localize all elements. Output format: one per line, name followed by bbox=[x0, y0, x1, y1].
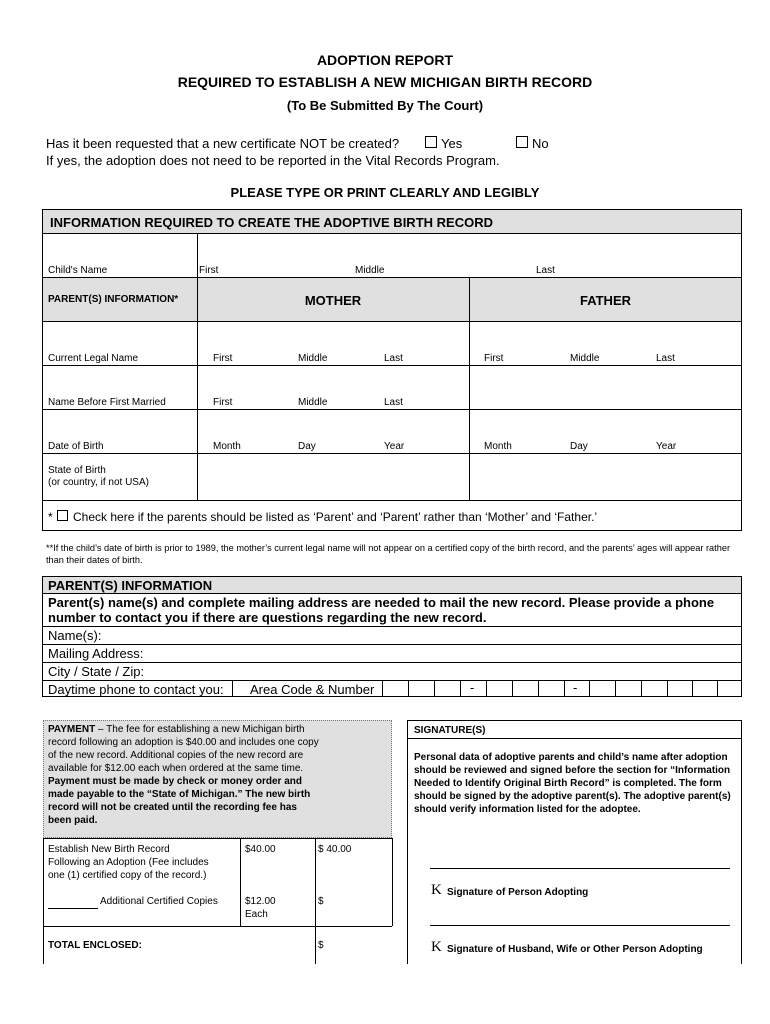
signature-line-1[interactable] bbox=[430, 868, 730, 869]
form-subtitle: REQUIRED TO ESTABLISH A NEW MICHIGAN BIRTH RECORD bbox=[177, 74, 593, 90]
payment-notice: Payment must be made by check or money order and made payable to the “State of Michigan.” The new birth record will not be created until the recording fee has been paid. bbox=[48, 776, 311, 826]
price-40: $40.00 bbox=[245, 844, 276, 855]
maiden-first-label: First bbox=[213, 397, 233, 408]
parent-parent-checkbox[interactable] bbox=[57, 510, 68, 521]
child-first-label: First bbox=[199, 265, 219, 276]
childs-name-label: Child's Name bbox=[48, 265, 108, 276]
establish-line-1: Establish New Birth Record bbox=[48, 844, 170, 855]
mother-first-label: First bbox=[213, 353, 233, 364]
father-middle-label: Middle bbox=[570, 353, 600, 364]
form-title: ADOPTION REPORT bbox=[316, 52, 454, 68]
country-note: (or country, if not USA) bbox=[48, 477, 149, 488]
signatures-heading: SIGNATURE(S) bbox=[414, 725, 486, 736]
mother-middle-label: Middle bbox=[298, 353, 328, 364]
yes-checkbox[interactable] bbox=[425, 136, 437, 148]
phone-dash-1: - bbox=[470, 680, 475, 695]
current-legal-name-label: Current Legal Name bbox=[48, 353, 139, 364]
payment-text bbox=[48, 723, 323, 827]
father-first-label: First bbox=[484, 353, 504, 364]
payment-label: PAYMENT bbox=[48, 724, 96, 735]
additional-copies-label: Additional Certified Copies bbox=[100, 896, 218, 907]
parent-check-text: Check here if the parents should be listed as ‘Parent’ and ‘Parent’ rather than ‘Mother’ and ‘Father.’ bbox=[73, 510, 598, 524]
parents-info-label: PARENT(S) INFORMATION* bbox=[48, 294, 179, 305]
names-label: Name(s): bbox=[48, 628, 102, 643]
maiden-last-label: Last bbox=[384, 397, 403, 408]
total-enclosed-label: TOTAL ENCLOSED: bbox=[48, 940, 142, 951]
state-of-birth-label: State of Birth bbox=[48, 465, 106, 476]
parents-instructions: Parent(s) name(s) and complete mailing address are needed to mail the new record. Please provide a phone number to contact you if there are questions regarding the new record. bbox=[48, 595, 715, 625]
signature-spouse: Signature of Husband, Wife or Other Person Adopting bbox=[447, 944, 703, 955]
maiden-middle-label: Middle bbox=[298, 397, 328, 408]
phone-label: Daytime phone to contact you: bbox=[48, 682, 224, 697]
mother-label: MOTHER bbox=[304, 293, 362, 308]
signature-line-2[interactable] bbox=[430, 925, 730, 926]
signatures-text: Personal data of adoptive parents and child’s name after adoption should be reviewed and signed before the section for “Information Needed to Identify Original Birth Record” is completed. The form should be signed by the adoptive parent(s). The adoptive parent(s) should verify information listed for the adoptee. bbox=[414, 752, 731, 815]
each-label: Each bbox=[245, 909, 268, 920]
question-note: If yes, the adoption does not need to be reported in the Vital Records Program. bbox=[46, 153, 500, 168]
father-day-label: Day bbox=[570, 441, 588, 452]
yes-label: Yes bbox=[441, 136, 463, 151]
mother-year-label: Year bbox=[384, 441, 405, 452]
total-40: $ 40.00 bbox=[318, 844, 352, 855]
footnote: **If the child’s date of birth is prior to 1989, the mother’s current legal name will not appear on a certified copy of the birth record, and the parents’ ages will appear rather than their dates of birth. bbox=[46, 543, 731, 565]
no-label: No bbox=[532, 136, 549, 151]
signature-person-adopting: Signature of Person Adopting bbox=[447, 887, 589, 898]
mailing-address-label: Mailing Address: bbox=[48, 646, 144, 661]
asterisk: * bbox=[48, 510, 53, 524]
copies-total-dollar: $ bbox=[318, 896, 324, 907]
establish-line-3: one (1) certified copy of the record.) bbox=[48, 870, 207, 881]
mother-last-label: Last bbox=[384, 353, 403, 364]
copies-qty-line[interactable] bbox=[48, 908, 98, 909]
payment-fee-text: – The fee for establishing a new Michigan birth record following an adoption is $40.00 and includes one copy of the new record. Additional copies of the new record are available for $12.00 each when ordered at the same time. bbox=[48, 724, 319, 774]
name-before-married-label: Name Before First Married bbox=[48, 397, 166, 408]
instruction: PLEASE TYPE OR PRINT CLEARLY AND LEGIBLY bbox=[230, 185, 540, 200]
parents-heading: PARENT(S) INFORMATION bbox=[48, 578, 213, 593]
child-middle-label: Middle bbox=[355, 265, 385, 276]
father-last-label: Last bbox=[656, 353, 675, 364]
father-label: FATHER bbox=[579, 293, 632, 308]
child-last-label: Last bbox=[536, 265, 555, 276]
submitted-by: (To Be Submitted By The Court) bbox=[286, 98, 484, 113]
sign-mark-1: K bbox=[431, 882, 442, 898]
mother-month-label: Month bbox=[213, 441, 241, 452]
price-12: $12.00 bbox=[245, 896, 276, 907]
area-code-label: Area Code & Number bbox=[250, 682, 375, 697]
father-year-label: Year bbox=[656, 441, 677, 452]
establish-line-2: Following an Adoption (Fee includes bbox=[48, 857, 209, 868]
total-enclosed-dollar: $ bbox=[318, 940, 324, 951]
city-state-zip-label: City / State / Zip: bbox=[48, 664, 145, 679]
sign-mark-2: K bbox=[431, 939, 442, 955]
father-month-label: Month bbox=[484, 441, 512, 452]
mother-day-label: Day bbox=[298, 441, 316, 452]
question-text: Has it been requested that a new certificate NOT be created? bbox=[46, 136, 400, 151]
date-of-birth-label: Date of Birth bbox=[48, 441, 104, 452]
no-checkbox[interactable] bbox=[516, 136, 528, 148]
phone-dash-2: - bbox=[573, 680, 578, 695]
info-heading: INFORMATION REQUIRED TO CREATE THE ADOPTIVE BIRTH RECORD bbox=[50, 215, 493, 230]
